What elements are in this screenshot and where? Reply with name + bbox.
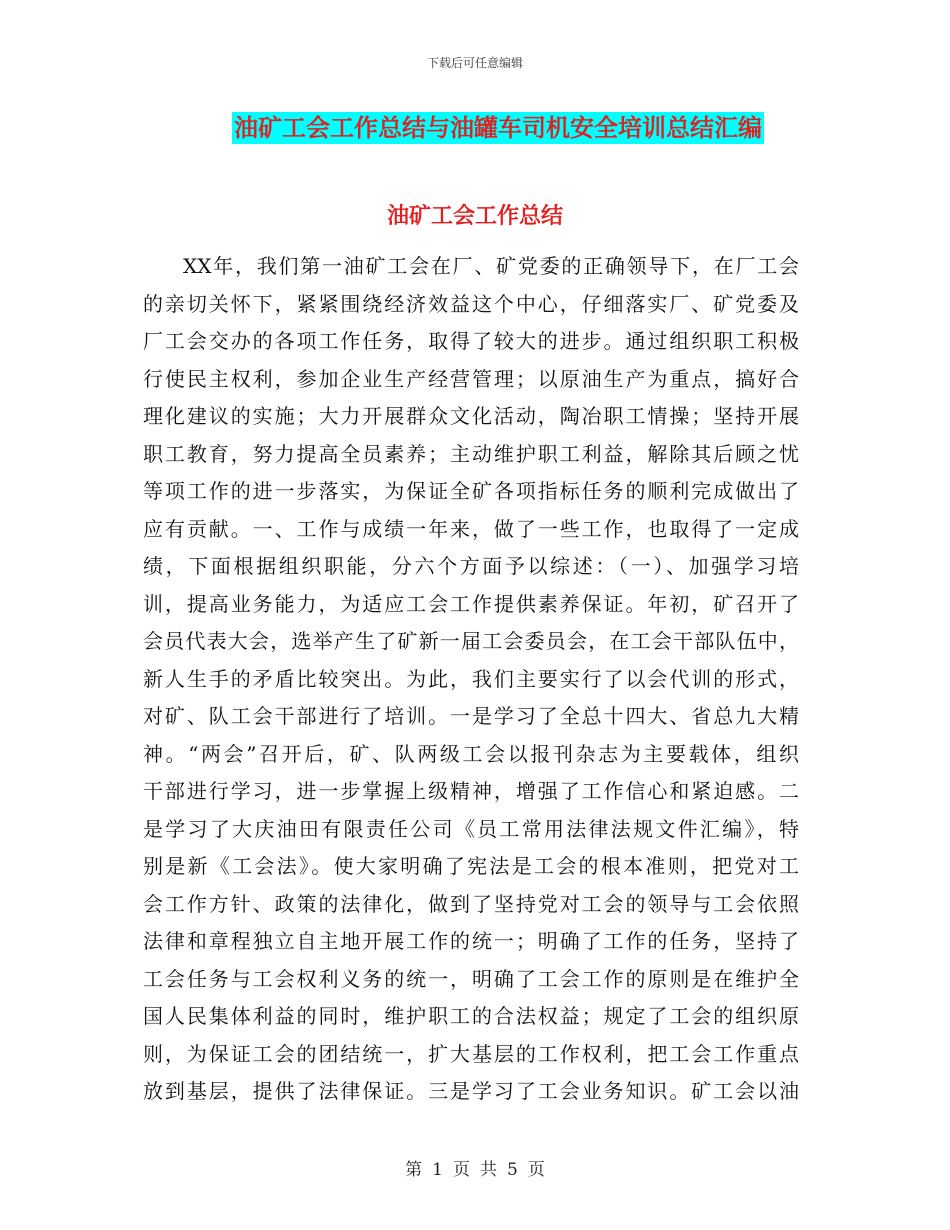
body-line: 别是新《工会法》。使大家明确了宪法是工会的根本准则，把党对工 [143,854,799,878]
body-line: 对矿、队工会干部进行了培训。一是学习了全总十四大、省总九大精 [143,704,799,728]
body-line: 会员代表大会，选举产生了矿新一届工会委员会，在工会干部队伍中， [143,629,799,653]
body-line: 绩，下面根据组织职能，分六个方面予以综述：（一）、加强学习培 [143,554,799,578]
footer-page-unit: 页 [453,1160,470,1180]
body-text [143,248,799,1111]
footer-total-unit: 页 [527,1160,545,1180]
body-line: 则，为保证工会的团结统一，扩大基层的工作权利，把工会工作重点 [143,1041,799,1066]
body-line: 干部进行学习，进一步掌握上级精神，增强了工作信心和紧迫感。二 [143,779,799,803]
body-line: 新人生手的矛盾比较突出。为此，我们主要实行了以会代训的形式， [143,666,799,691]
body-line: 工会任务与工会权利义务的统一，明确了工会工作的原则是在维护全 [143,966,799,991]
header-note: 下载后可任意编辑 [426,56,523,70]
page-footer [0,1155,950,1180]
body-line: 训，提高业务能力，为适应工会工作提供素养保证。年初，矿召开了 [143,591,799,616]
body-line: 是学习了大庆油田有限责任公司《员工常用法律法规文件汇编》，特 [143,816,799,841]
body-line: 行使民主权利，参加企业生产经营管理；以原油生产为重点，搞好合 [143,366,799,391]
body-line: 法律和章程独立自主地开展工作的统一；明确了工作的任务，坚持了 [143,929,799,953]
body-line: 的亲切关怀下，紧紧围绕经济效益这个中心，仔细落实厂、矿党委及 [143,291,799,316]
body-line: 应有贡献。一、工作与成绩一年来，做了一些工作，也取得了一定成 [143,516,799,541]
body-line: 会工作方针、政策的法律化，做到了坚持党对工会的领导与工会依照 [143,891,799,916]
footer-prefix: 第 [405,1160,423,1180]
body-line: 理化建议的实施；大力开展群众文化活动，陶冶职工情操；坚持开展 [143,404,799,428]
body-line: XX年，我们第一油矿工会在厂、矿党委的正确领导下，在厂工会 [183,254,799,278]
section-title: 油矿工会工作总结 [386,204,563,229]
body-line: 国人民集体利益的同时，维护职工的合法权益；规定了工会的组织原 [143,1004,799,1028]
body-line: 职工教育，努力提高全员素养；主动维护职工利益，解除其后顾之忧 [143,441,799,466]
footer-page-number: 1 [432,1160,443,1180]
document-title: 油矿工会工作总结与油罐车司机安全培训总结汇编 [234,114,762,142]
body-line: 等项工作的进一步落实，为保证全矿各项指标任务的顺利完成做出了 [143,479,799,503]
body-line: 放到基层，提供了法律保证。三是学习了工会业务知识。矿工会以油 [143,1079,799,1103]
document-title-wrap [0,112,950,144]
footer-total-pages: 5 [507,1160,518,1180]
footer-total-prefix: 共 [480,1160,497,1180]
body-line: 厂工会交办的各项工作任务，取得了较大的进步。通过组织职工积极 [143,329,799,353]
body-line: 神。“两会”召开后，矿、队两级工会以报刊杂志为主要载体，组织 [143,741,799,766]
